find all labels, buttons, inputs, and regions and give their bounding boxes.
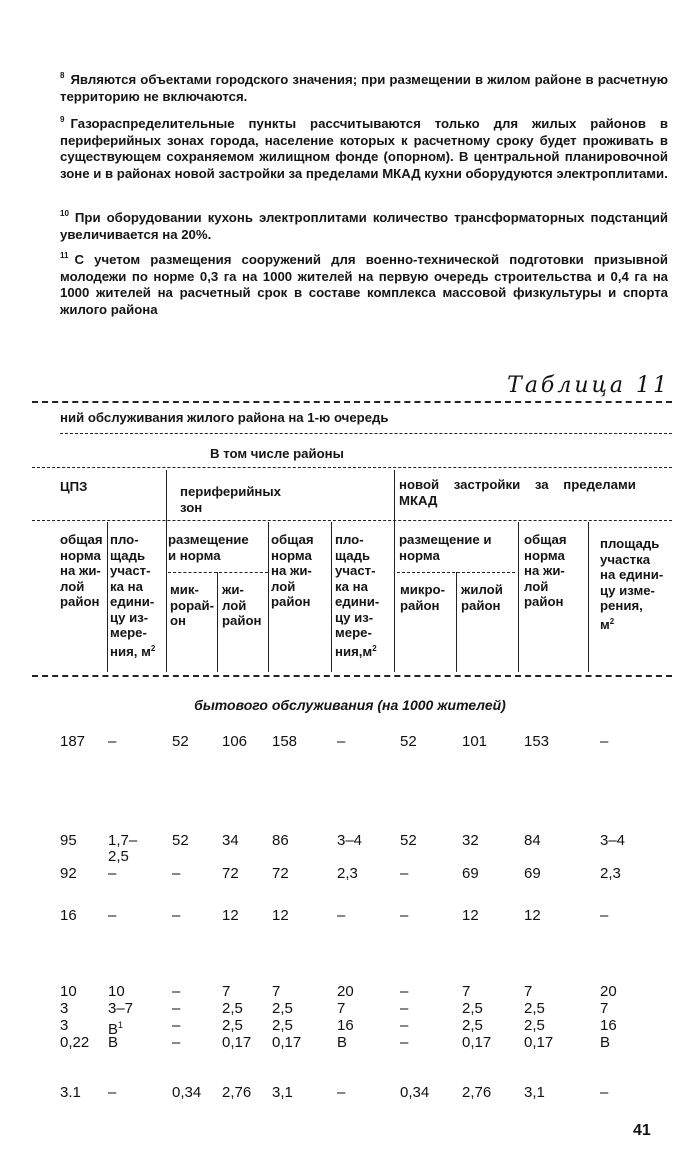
col-peripheral-residential-district: жи- лой район [222, 582, 262, 628]
table-cell: 0,34 [400, 1084, 430, 1101]
table-cell: В [337, 1034, 348, 1051]
table-cell: – [172, 865, 181, 882]
table-title-fragment: ний обслуживания жилого района на 1-ю очередь [60, 410, 389, 425]
table-cell: – [172, 1034, 181, 1051]
table-cell: В [108, 1034, 119, 1051]
table-cell: – [108, 733, 117, 750]
table-cell: 12 [272, 907, 289, 924]
col-divider [456, 572, 457, 672]
table-cell: 7 [272, 983, 281, 1000]
footnote-10: $^{10}$ При оборудовании кухонь электроплитами количество трансформаторных подстанций увеличивается на 20%. [60, 209, 668, 242]
table-cell: 92 [60, 865, 77, 882]
table-cell: 12 [222, 907, 239, 924]
table-cell: 20 [337, 983, 354, 1000]
table-cell: – [400, 907, 409, 924]
table-cell: 34 [222, 832, 239, 849]
table-cell: 158 [272, 733, 298, 750]
group-header: В том числе районы [210, 446, 344, 461]
table-cell: – [400, 865, 409, 882]
table-cell: 2,76 [462, 1084, 492, 1101]
page-number: 41 [633, 1122, 651, 1139]
table-cell: 7 [337, 1000, 346, 1017]
group-rule [32, 467, 672, 468]
table-cell: 52 [400, 832, 417, 849]
table-cell: – [108, 865, 117, 882]
footnote-11: $^{11}$ С учетом размещения сооружений для военно-технической подготовки призывной молодежи по норме 0,3 га на 1000 жителей на первую очередь строительства и 0,4 га на 1000 жителей на расчетный срок в составе комплекса массовой физкультуры и спорта жилого района [60, 251, 668, 317]
table-cell: 2,5 [272, 1000, 293, 1017]
table-cell: 52 [400, 733, 417, 750]
table-cell: 7 [462, 983, 471, 1000]
table-cell: 2,5 [222, 1000, 243, 1017]
table-cell: 52 [172, 733, 189, 750]
header-bottom-rule [32, 675, 672, 677]
zone-rule [32, 520, 672, 521]
table-cell: 2,5 [462, 1017, 483, 1034]
table-cell: 0,22 [60, 1034, 90, 1051]
table-cell: – [600, 907, 609, 924]
table-cell: 7 [600, 1000, 609, 1017]
table-cell: 2,5 [524, 1017, 545, 1034]
table-cell: – [400, 1017, 409, 1034]
table-caption: Таблица 11 [507, 373, 670, 398]
table-cell: 69 [524, 865, 541, 882]
table-cell: 2,5 [272, 1017, 293, 1034]
table-cell: – [400, 1000, 409, 1017]
table-cell: – [400, 1034, 409, 1051]
zone-cpz: ЦПЗ [60, 479, 88, 494]
col-cpz-site-area: пло- щадь участ- ка на едини- цу из- мере- ния, $м^2$ [110, 532, 156, 659]
footnote-8: $^8$ Являются объектами городского значения; при размещении в жилом районе в расчетную территорию не включаются. [60, 71, 668, 104]
table-cell: 12 [462, 907, 479, 924]
col-divider [394, 470, 395, 672]
table-cell: 106 [222, 733, 248, 750]
table-cell: 187 [60, 733, 86, 750]
table-cell: 52 [172, 832, 189, 849]
table-cell: 3,1 [272, 1084, 293, 1101]
col-new-residential-district: жилой район [461, 582, 503, 613]
table-cell: – [337, 733, 346, 750]
table-cell: 2,5 [462, 1000, 483, 1017]
table-cell: – [108, 1084, 117, 1101]
table-cell: 10 [60, 983, 77, 1000]
zone-peripheral: периферийных зон [180, 484, 281, 515]
table-cell: 0,17 [524, 1034, 554, 1051]
col-divider [268, 522, 269, 672]
col-peripheral-placement-norm: размещение и норма [168, 532, 249, 563]
table-cell: – [172, 1000, 181, 1017]
col-divider [331, 522, 332, 672]
table-cell: 3 [60, 1000, 69, 1017]
table-cell: $В^1$ [108, 1020, 124, 1038]
table-cell: 3–7 [108, 1000, 134, 1017]
table-cell: – [337, 1084, 346, 1101]
table-top-rule [32, 401, 672, 403]
table-cell: В [600, 1034, 611, 1051]
col-peripheral-total-norm: общая норма на жи- лой район [271, 532, 314, 609]
table-cell: 2,5 [108, 848, 129, 865]
table-cell: 0,34 [172, 1084, 202, 1101]
table-cell: 3–4 [337, 832, 363, 849]
table-cell: 7 [524, 983, 533, 1000]
table-cell: 1,7– [108, 832, 138, 849]
table-cell: 2,3 [600, 865, 621, 882]
col-divider [107, 522, 108, 672]
table-cell: 12 [524, 907, 541, 924]
table-cell: 3,1 [524, 1084, 545, 1101]
title-rule [60, 433, 672, 434]
col-new-placement-norm: размещение и норма [399, 532, 492, 563]
col-divider [588, 522, 589, 672]
table-cell: – [600, 1084, 609, 1101]
col-new-site-area: площадь участка на едини- цу изме- рения, $м^2$ [600, 536, 664, 632]
col-divider [518, 522, 519, 672]
table-cell: 86 [272, 832, 289, 849]
table-cell: 2,76 [222, 1084, 252, 1101]
col-divider [217, 572, 218, 672]
table-cell: 20 [600, 983, 617, 1000]
table-cell: 16 [600, 1017, 617, 1034]
table-cell: 32 [462, 832, 479, 849]
table-cell: 0,17 [272, 1034, 302, 1051]
table-cell: 72 [272, 865, 289, 882]
table-cell: 3 [60, 1017, 69, 1034]
table-cell: 7 [222, 983, 231, 1000]
zone-new-development: новой застройки за пределами МКАД [399, 477, 636, 508]
col-new-micro-district: микро- район [400, 582, 445, 613]
table-cell: – [172, 1017, 181, 1034]
table-cell: 10 [108, 983, 125, 1000]
section-label: бытового обслуживания (на 1000 жителей) [194, 697, 506, 713]
table-cell: – [337, 907, 346, 924]
table-cell: 72 [222, 865, 239, 882]
table-cell: – [172, 983, 181, 1000]
table-cell: 84 [524, 832, 541, 849]
table-cell: 3.1 [60, 1084, 81, 1101]
table-cell: – [108, 907, 117, 924]
table-cell: 3–4 [600, 832, 626, 849]
col-peripheral-micro-district: мик- рорай- он [170, 582, 214, 628]
table-cell: 0,17 [222, 1034, 252, 1051]
col-peripheral-site-area: пло- щадь участ- ка на едини- цу из- мере- $ния,м^2$ [335, 532, 380, 659]
table-cell: 16 [60, 907, 77, 924]
table-cell: 69 [462, 865, 479, 882]
table-cell: 0,17 [462, 1034, 492, 1051]
col-cpz-total-norm: общая норма на жи- лой район [60, 532, 103, 609]
table-cell: 16 [337, 1017, 354, 1034]
table-cell: – [400, 983, 409, 1000]
col-divider [166, 470, 167, 672]
table-cell: 153 [524, 733, 550, 750]
table-cell: – [600, 733, 609, 750]
table-cell: 101 [462, 733, 488, 750]
table-cell: 2,5 [524, 1000, 545, 1017]
table-cell: 2,3 [337, 865, 358, 882]
table-cell: – [172, 907, 181, 924]
footnote-9: $^9$ Газораспределительные пункты рассчитываются только для жилых районов в периферийных зонах города, население которых к расчетному сроку будет проживать в существующем сохраняемом жилищном фонде (опорном). В центральной планировочной зоне и в районах новой застройки за пределами МКАД кухни оборудуются электроплитами. [60, 115, 668, 181]
placement-subrule [168, 572, 268, 573]
table-cell: 95 [60, 832, 77, 849]
table-cell: 2,5 [222, 1017, 243, 1034]
col-new-total-norm: общая норма на жи- лой район [524, 532, 567, 609]
